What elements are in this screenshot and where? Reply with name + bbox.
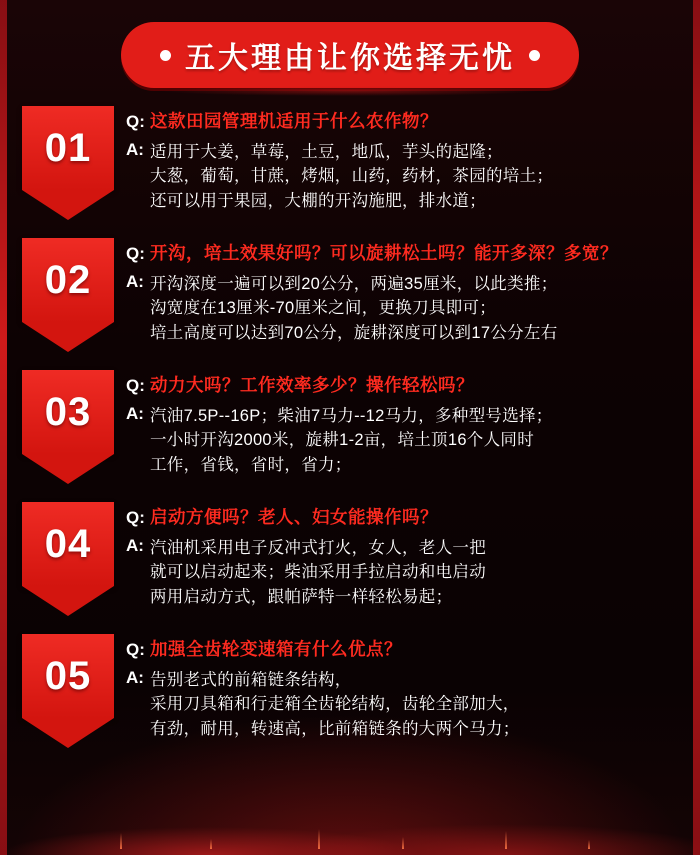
question-prefix-label: Q: <box>126 244 145 263</box>
answer-prefix-label: A: <box>126 535 144 555</box>
faq-answer <box>150 536 486 610</box>
bottom-glow-decoration <box>0 809 700 855</box>
question-prefix-label: Q: <box>126 640 145 659</box>
faq-answer-line: 开沟深度一遍可以到20公分，两遍35厘米，以此类推； <box>150 274 558 293</box>
faq-answer-row <box>126 404 678 478</box>
spark-decoration <box>318 829 320 849</box>
faq-number-badge <box>22 502 114 586</box>
faq-content <box>126 370 678 478</box>
faq-answer-line: 汽油机采用电子反冲式打火，女人，老人一把 <box>150 538 486 557</box>
faq-number: 01 <box>44 125 92 170</box>
faq-question-row <box>126 374 678 398</box>
faq-answer-line: 有劲，耐用，转速高，比前箱链条的大两个马力； <box>150 720 520 739</box>
faq-answer-line: 采用刀具箱和行走箱全齿轮结构，齿轮全部加大， <box>150 695 520 714</box>
faq-item <box>22 106 678 224</box>
faq-content <box>126 634 678 742</box>
faq-number-badge-wrap <box>22 502 118 586</box>
faq-item <box>22 502 678 620</box>
faq-answer-line: 沟宽度在13厘米-70厘米之间，更换刀具即可； <box>150 299 497 318</box>
answer-prefix-label: A: <box>126 403 144 423</box>
answer-prefix-label: A: <box>126 271 144 291</box>
faq-content <box>126 238 678 346</box>
spark-decoration <box>402 837 404 849</box>
faq-question-row <box>126 638 678 662</box>
faq-answer <box>150 668 520 742</box>
faq-item <box>22 370 678 488</box>
faq-number: 02 <box>44 257 92 302</box>
faq-number-badge-wrap <box>22 634 118 718</box>
right-dot-icon <box>529 50 540 61</box>
page-title: 五大理由让你选择无忧 <box>185 42 515 75</box>
faq-question: 开沟，培土效果好吗？可以旋耕松土吗？能开多深？多宽？ <box>150 243 618 263</box>
faq-answer-line: 汽油7.5P--16P；柴油7马力--12马力，多种型号选择； <box>150 406 553 425</box>
page-title-badge <box>121 22 579 88</box>
faq-question-row <box>126 110 678 134</box>
faq-number-badge <box>22 238 114 322</box>
question-prefix-label: Q: <box>126 112 145 131</box>
faq-answer-line: 大葱，葡萄，甘蔗，烤烟，山药，药材，茶园的培土； <box>150 167 554 186</box>
faq-number: 03 <box>44 389 92 434</box>
faq-answer-line: 就可以启动起来；柴油采用手拉启动和电启动 <box>150 563 486 582</box>
faq-content <box>126 106 678 214</box>
faq-answer-row <box>126 272 678 346</box>
faq-number: 04 <box>44 521 92 566</box>
faq-number-badge-wrap <box>22 238 118 322</box>
faq-answer <box>150 140 553 214</box>
faq-answer-row <box>126 668 678 742</box>
faq-question: 启动方便吗？老人、妇女能操作吗？ <box>150 507 438 527</box>
faq-answer-row <box>126 140 678 214</box>
question-prefix-label: Q: <box>126 376 145 395</box>
faq-number-badge <box>22 370 114 454</box>
faq-answer-line: 适用于大姜，草莓，土豆，地瓜，芋头的起隆； <box>150 142 503 161</box>
faq-answer-line: 告别老式的前箱链条结构， <box>150 670 352 689</box>
faq-question-row <box>126 506 678 530</box>
faq-list <box>0 106 700 752</box>
faq-answer-line: 培土高度可以达到70公分，旋耕深度可以到17公分左右 <box>150 324 558 343</box>
answer-prefix-label: A: <box>126 139 144 159</box>
faq-answer-line: 一小时开沟2000米，旋耕1-2亩，培土顶16个人同时 <box>150 431 535 450</box>
faq-answer-line: 两用启动方式，跟帕萨特一样轻松易起； <box>150 588 453 607</box>
faq-answer-line: 工作，省钱，省时，省力； <box>150 456 352 475</box>
spark-decoration <box>120 833 122 849</box>
spark-decoration <box>588 840 590 849</box>
left-dot-icon <box>160 50 171 61</box>
faq-question: 动力大吗？工作效率多少？操作轻松吗？ <box>150 375 474 395</box>
faq-item <box>22 238 678 356</box>
spark-decoration <box>210 839 212 849</box>
faq-number-badge-wrap <box>22 370 118 454</box>
faq-answer <box>150 404 553 478</box>
faq-question: 这款田园管理机适用于什么农作物？ <box>150 111 438 131</box>
faq-question-row <box>126 242 678 266</box>
faq-answer-line: 还可以用于果园，大棚的开沟施肥，排水道； <box>150 192 486 211</box>
question-prefix-label: Q: <box>126 508 145 527</box>
faq-number-badge <box>22 106 114 190</box>
faq-item <box>22 634 678 752</box>
faq-question: 加强全齿轮变速箱有什么优点？ <box>150 639 402 659</box>
header-glow-decoration <box>160 86 540 96</box>
faq-number-badge-wrap <box>22 106 118 190</box>
answer-prefix-label: A: <box>126 667 144 687</box>
faq-number-badge <box>22 634 114 718</box>
faq-number: 05 <box>44 653 92 698</box>
faq-answer-row <box>126 536 678 610</box>
faq-content <box>126 502 678 610</box>
faq-answer <box>150 272 558 346</box>
spark-decoration <box>505 831 507 849</box>
